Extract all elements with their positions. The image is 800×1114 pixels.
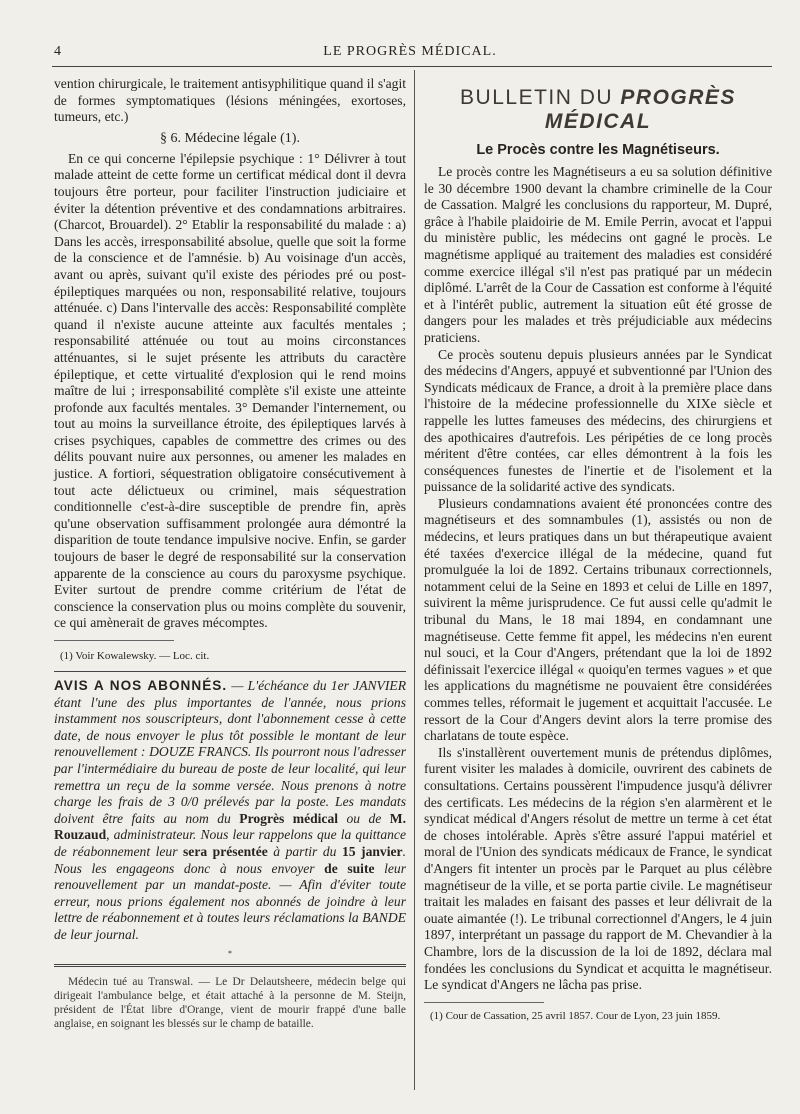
divider-asterisk: * [228, 948, 232, 958]
article-title: Le Procès contre les Magnétiseurs. [476, 142, 720, 158]
footnote-rule [54, 640, 174, 641]
page-number: 4 [54, 44, 61, 59]
paragraph-epilepsy-responsibility: En ce qui concerne l'épilepsie psychique : 1° Délivrer à tout malade atteint de cette forme un certificat médical dont il devra toujours être porteur, pour faciliter l'instruction judiciaire et éviter la détention préventive et des condamnations arbitraires. (Charcot, Brouardel). 2° Etablir la responsabilité du malade : a) Dans les accès, irresponsabilité absolue, quelle que soit la forme de la conscience et de l'amnésie. b) Au voisinage d'un accès, avant ou après, suivant qu'il existe des périodes pré ou post-épileptiques marquées ou non, responsabilité relative, toujours atténuée. c) Dans l'intervalle des accès: Responsabilité complète quand il n'existe aucune atteinte aux facultés mentales ; responsabilité atténuée ou tout au moins circonstances atténuantes, si le sujet présente les attributs du caractère épileptique, et cette virtualité d'explosion qui le rend moins maître de lui ; irresponsabilité complète s'il existe une atteinte profonde aux facultés mentales. 3° Demander l'internement, ou tout au moins la surveillance étroite, des épileptiques larvés à crises psychiques, capables de commettre des crimes ou des délits pouvant nuire aux personnes, ou amener les malades en justice. A fortiori, séquestration obligatoire consécutivement à tout acte délictueux ou criminel, mais séquestration conditionnelle c'est-à-dire susceptible de prendre fin, après qu'une observation suffisamment prolongée aura démontré la disparition de toute tendance impulsive nocive. Enfin, se garder toujours de baser le degré de responsabilité sur la conservation apparente de la conscience au cours du paroxysme psychique. Eviter surtout de prendre comme critérium de l'état de conscience la conservation plus ou moins complète du souvenir, ce qui amènerait de graves mécomptes. [54, 150, 406, 631]
footnote-cassation: (1) Cour de Cassation, 25 avril 1857. Cour de Lyon, 23 juin 1859. [430, 1009, 721, 1022]
column-divider [414, 70, 415, 1090]
transvaal-note: Médecin tué au Transwal. — Le Dr Delautsheere, médecin belge qui dirigeait l'ambulance belge, et était attaché à la personne de M. Steijn, président de l'État libre d'Orange, vient de mourir frappé d'une balle anglaise, en soignant les blessés sur le champ de bataille. [54, 975, 406, 1030]
notice-rouzaud: M. Rouzaud [54, 810, 407, 843]
right-column [424, 76, 772, 1023]
notice-title: AVIS A NOS ABONNÉS. [54, 678, 228, 693]
paragraph-angers-syndicate: Ce procès soutenu depuis plusieurs années par le Syndicat des médecins d'Angers, appuyé et subventionné par l'Union des Syndicats médicaux de France, a droit à la première place dans l'histoire de la médecine professionnelle du XIXe siècle et rappelle les luttes fameuses des médecins, des chirurgiens et des apothicaires d'autrefois. Les péripéties de ce long procès méritent d'être contées, car elles démontrent à la fois les conséquences funestes de l'inertie et de l'isolement et la puissance de la solidarité active des syndicats. [424, 346, 772, 495]
paragraph-cassation: Le procès contre les Magnétiseurs a eu sa solution définitive le 30 décembre 1900 devant la chambre criminelle de la Cour de Cassation. Malgré les conclusions du rapporteur, M. Dupré, grâce à l'habile plaidoirie de M. Emile Perrin, avocat et l'appui du ministère public, les médecins ont gagné le procès. Le magnétisme appliqué au traitement des maladies est considéré comme exercice illégal s'il n'est pas pratiqué par un médecin diplômé. L'arrêt de la Cour de Cassation est conforme à l'équité et à l'intérêt public, autrement la situation eût été grosse de dangers pour les malades et très préjudiciable aux médecins praticiens. [424, 164, 772, 345]
bulletin-title: BULLETIN DU PROGRÈS MÉDICAL [460, 86, 736, 133]
footnote-kowalewsky: (1) Voir Kowalewsky. — Loc. cit. [60, 650, 210, 662]
footnote-rule-right [424, 1002, 544, 1003]
notice-progres-medical: Progrès médical [239, 810, 339, 826]
header-rule [52, 66, 772, 67]
paragraph-charlatans: Ils s'installèrent ouvertement munis de prétendus diplômes, furent visiter les malades à domicile, ouvrirent des cabinets de consultations. Certains poussèrent l'impudence jusqu'à délivrer des certificats. Les médecins de la région s'en alarmèrent et le syndicat médical d'Angers résolut de mettre un terme à cet état de choses intolérable. Après s'être assuré l'appui matériel et moral de l'Union des syndicats médicaux de France, le syndicat d'Angers fit intenter un procès par le Parquet au plus célèbre magnétiseur de la ville, et se porta partie civile. Le magnétiseur traitait les malades en faisant des passes et leur délivrait de la ouate aimantée (!). Le tribunal correctionnel d'Angers, le 4 juin 1897, interprétant un passage du rapport de M. Chevandier à la Chambre, lors de la discussion de la loi de 1892, déclara mal fondées les conclusions du Syndicat et acquitta le magnétiseur. Le syndicat d'Angers ne lâcha pas prise. [424, 744, 772, 993]
section-heading-legal-medicine: § 6. Médecine légale (1). [160, 130, 300, 146]
subscriber-notice: AVIS A NOS ABONNÉS. — L'échéance du 1er JANVIER étant l'une des plus importantes de l'année, nous prions instamment nos souscripteurs, dont l'abonnement cesse à cette date, de nous envoyer le plus tôt possible le montant de leur renouvellement : DOUZE FRANCS. Ils pourront nous l'adresser par l'intermédiaire du bureau de poste de leur localité, qui leur remettra un reçu de la somme versée. Nous prenons à notre charge les frais de 3 0/0 prélevés par la poste. Les mandats doivent être faits au nom du Progrès médical ou de M. Rouzaud, administrateur. Nous leur rappelons que la quittance de réabonnement leur sera présentée à partir du 15 janvier. Nous les engageons donc à nous envoyer de suite leur renouvellement par un mandat-poste. — Afin d'éviter toute erreur, nous prions également nos abonnés de joindre à leur lettre de réabonnement et à toutes leurs réclamations la BANDE de leur journal. [54, 678, 407, 942]
notice-rule [54, 671, 406, 672]
paragraph-condemnations: Plusieurs condamnations avaient été prononcées contre des magnétiseurs et des somnambules (1), assistés ou non de médecins, et leurs pratiques dans un but thérapeutique avaient été taxées d'exercice illégal de la médecine, quand fut promulguée la loi de 1892. Certains tribunaux correctionnels, notamment celui de la Seine en 1893 et celui de Lille en 1897, suivirent la même jurisprudence. Ce fut aussi celle qu'admit le tribunal du Mans, le 18 mai 1894, en condamnant une magnétiseuse. Cette femme fit appel, les médecins n'en eurent nul souci, et la Cour d'Angers, prétendant que la loi de 1892 définissait l'exercice illégal « quoiqu'en termes vagues » et que les applications du magnétisme ne pouvaient être considérées commes telles, réformait le jugement et acquittait l'accusée. Le ressort de la Cour d'Angers devint alors la terre promise des charlatans de toute espèce. [424, 495, 772, 744]
running-head [54, 44, 766, 64]
double-rule [54, 964, 406, 967]
paragraph-treatment: vention chirurgicale, le traitement antisyphilitique quand il s'agit de formes symptomatiques (lésions méningées, exortoses, tumeurs, etc.) [54, 76, 406, 125]
left-column [54, 76, 406, 1031]
journal-title: LE PROGRÈS MÉDICAL. [323, 44, 497, 59]
